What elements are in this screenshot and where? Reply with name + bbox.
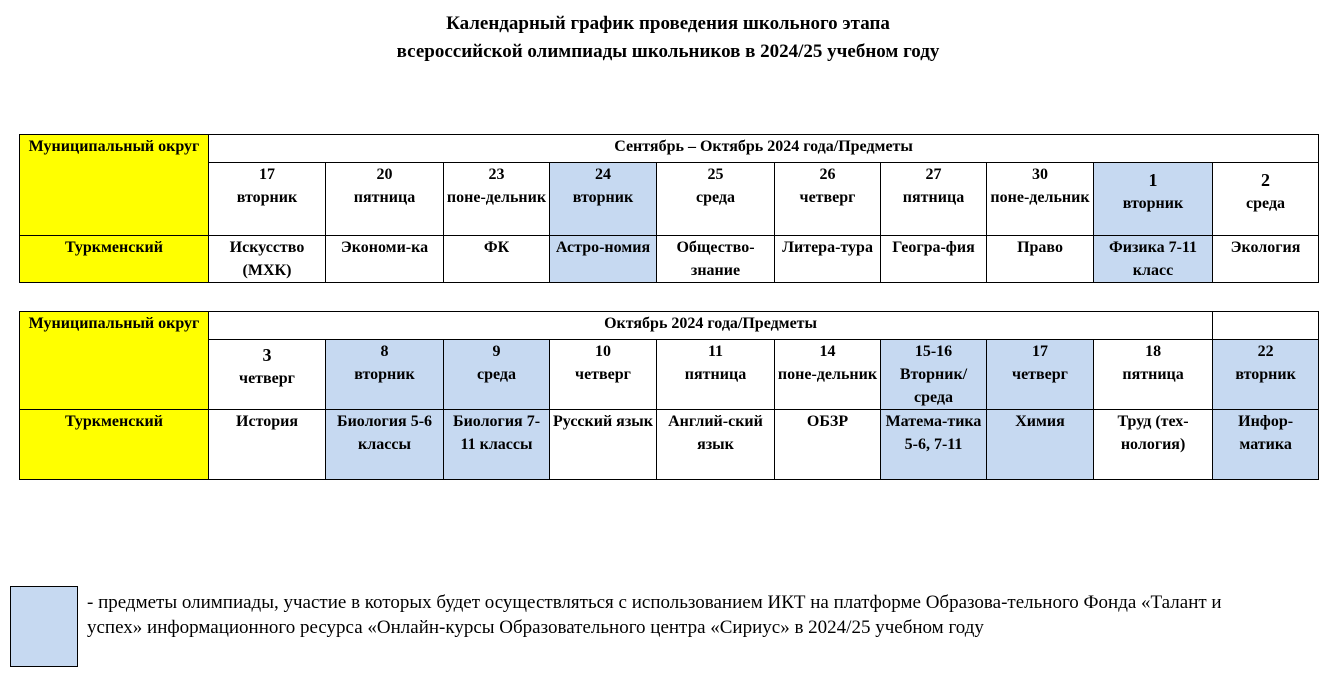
- day-weekday: вторник: [354, 366, 415, 383]
- day-weekday: поне-дельник: [446, 189, 547, 206]
- subject-cell: Англий-ский язык: [657, 410, 775, 480]
- title-line-1: Календарный график проведения школьного этапа: [446, 13, 890, 34]
- day-weekday: пятница: [353, 189, 416, 206]
- day-cell: [1213, 340, 1319, 410]
- day-number: 8: [380, 343, 389, 360]
- days-row: [20, 163, 1319, 236]
- day-cell: [444, 163, 550, 236]
- day-number: 3: [262, 345, 272, 365]
- subject-cell: Биология 7-11 классы: [444, 410, 550, 480]
- day-cell: [657, 340, 775, 410]
- day-cell: [987, 340, 1094, 410]
- day-cell: [326, 340, 444, 410]
- district-header: Муниципальный округ: [20, 312, 209, 410]
- day-weekday: поне-дельник: [990, 189, 1090, 206]
- day-weekday: четверг: [799, 189, 856, 206]
- subject-cell: Астро-номия: [550, 236, 657, 283]
- day-number: 11: [707, 343, 724, 360]
- days-row: [20, 340, 1319, 410]
- day-number: 22: [1257, 343, 1274, 360]
- subject-cell: Матема-тика 5-6, 7-11: [881, 410, 987, 480]
- day-weekday: поне-дельник: [777, 366, 878, 383]
- legend-color-swatch: [10, 586, 78, 667]
- day-cell: [1094, 163, 1213, 236]
- day-number: 30: [1032, 166, 1048, 183]
- schedule-table-october: [19, 311, 1319, 480]
- subject-cell: История: [209, 410, 326, 480]
- subject-cell: Химия: [987, 410, 1094, 480]
- period-header: Октябрь 2024 года/Предметы: [209, 312, 1213, 340]
- day-weekday: Вторник/ среда: [899, 366, 968, 406]
- subject-cell: Инфор-матика: [1213, 410, 1319, 480]
- day-number: 15-16: [914, 343, 953, 360]
- subject-cell: Литера-тура: [775, 236, 881, 283]
- day-number: 25: [707, 166, 724, 183]
- day-number: 27: [925, 166, 942, 183]
- subject-cell: Право: [987, 236, 1094, 283]
- subject-cell: Общество-знание: [657, 236, 775, 283]
- day-cell: [1213, 163, 1319, 236]
- district-name: Туркменский: [20, 410, 209, 480]
- subject-cell: Экология: [1213, 236, 1319, 283]
- subject-cell: Труд (тех-нология): [1094, 410, 1213, 480]
- district-name: Туркменский: [20, 236, 209, 283]
- period-header: Сентябрь – Октябрь 2024 года/Предметы: [209, 135, 1319, 163]
- day-weekday: вторник: [572, 189, 634, 206]
- day-number: 9: [492, 343, 501, 360]
- subject-cell: Экономи-ка: [326, 236, 444, 283]
- subjects-row: [20, 410, 1319, 480]
- empty-header-cell: [1213, 312, 1319, 340]
- day-number: 23: [488, 166, 505, 183]
- day-weekday: вторник: [236, 189, 298, 206]
- title-line-2: всероссийской олимпиады школьников в 2024/25 учебном году: [396, 41, 940, 62]
- day-weekday: среда: [696, 189, 735, 206]
- subjects-row: [20, 236, 1319, 283]
- subject-cell: Искусство (МХК): [209, 236, 326, 283]
- day-weekday: среда: [477, 366, 516, 383]
- day-cell: [775, 163, 881, 236]
- schedule-table-september-october: [19, 134, 1319, 283]
- day-cell: [775, 340, 881, 410]
- day-cell: [987, 163, 1094, 236]
- day-cell: [1094, 340, 1213, 410]
- day-cell: [657, 163, 775, 236]
- subject-cell: Геогра-фия: [881, 236, 987, 283]
- day-number: 17: [259, 166, 275, 183]
- subject-cell: Русский язык: [550, 410, 657, 480]
- day-number: 14: [819, 343, 836, 360]
- day-number: 24: [595, 166, 611, 183]
- subject-cell: Биология 5-6 классы: [326, 410, 444, 480]
- day-cell: [326, 163, 444, 236]
- legend-text: - предметы олимпиады, участие в которых будет осуществляться с использованием ИКТ на платформе Образова-тельного Фонда «Талант и успех» информационного ресурса «Онлайн-курсы Образовательного центра «Сириус» в 2024/25 учебном году: [87, 592, 1222, 638]
- day-cell: [550, 340, 657, 410]
- day-number: 1: [1148, 170, 1158, 190]
- day-weekday: четверг: [239, 370, 295, 387]
- district-header: Муниципальный округ: [20, 135, 209, 236]
- day-cell: [444, 340, 550, 410]
- day-number: 18: [1145, 343, 1162, 360]
- day-weekday: вторник: [1235, 366, 1296, 383]
- page-title: [0, 10, 1336, 66]
- day-number: 2: [1261, 170, 1271, 190]
- day-number: 26: [819, 166, 836, 183]
- day-cell: [550, 163, 657, 236]
- day-weekday: вторник: [1122, 195, 1184, 212]
- day-weekday: четверг: [575, 366, 631, 383]
- day-weekday: пятница: [1122, 366, 1184, 383]
- day-weekday: четверг: [1012, 366, 1068, 383]
- day-cell: [881, 340, 987, 410]
- subject-cell: Физика 7-11 класс: [1094, 236, 1213, 283]
- day-cell: [209, 340, 326, 410]
- day-weekday: среда: [1246, 195, 1286, 212]
- day-number: 17: [1032, 343, 1048, 360]
- day-number: 20: [376, 166, 393, 183]
- day-weekday: пятница: [902, 189, 965, 206]
- day-weekday: пятница: [684, 366, 747, 383]
- subject-cell: ОБЗР: [775, 410, 881, 480]
- day-cell: [881, 163, 987, 236]
- subject-cell: ФК: [444, 236, 550, 283]
- day-number: 10: [595, 343, 611, 360]
- day-cell: [209, 163, 326, 236]
